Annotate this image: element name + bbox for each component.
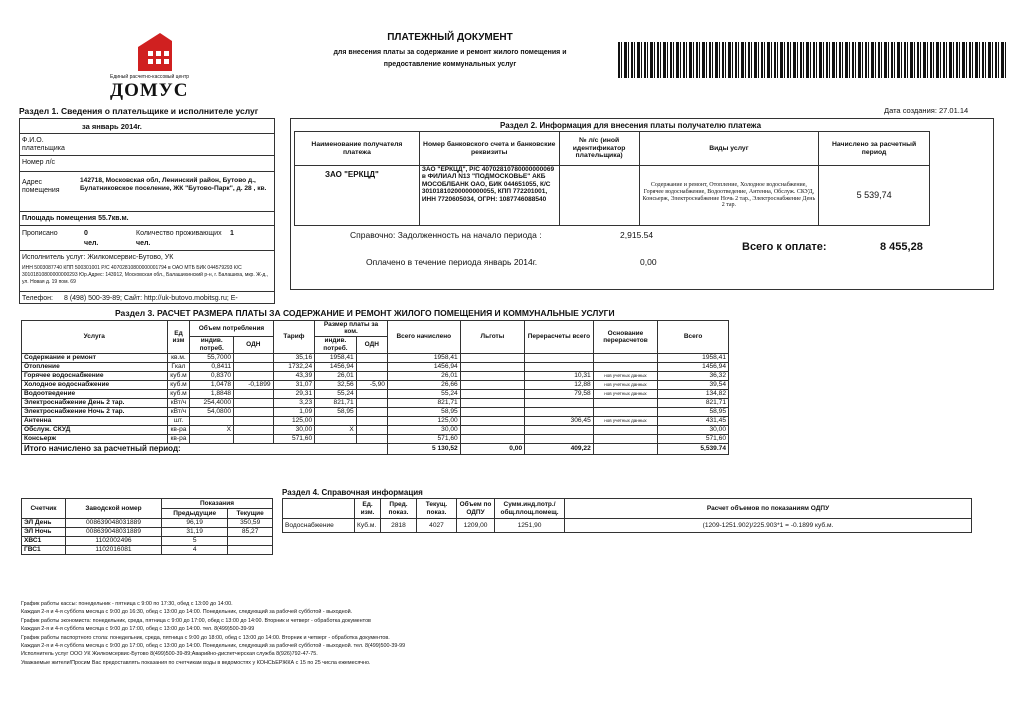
barcode [618,42,1008,78]
footer-line: График работы паспортного стола: понедельник, среда, пятница с 9:00 до 18:00, обед с 13:00 до 14:00. Вторник и четверг - обработка документов. [21,634,390,641]
col-charged: Начислено за расчетный период [819,132,930,166]
subtitle-line1: для внесения платы за содержание и ремонт жилого помещения и [333,49,567,56]
meter-curr: 350,59 [228,519,273,528]
meter-prev: 5 [162,537,228,546]
section1-box [19,118,275,304]
cell-basis: нов учетных данных [593,371,657,380]
total-value: 8 455,28 [880,241,923,253]
cell-ind: 26,01 [315,371,357,380]
cell-service: Содержание и ремонт [22,353,168,362]
cell-ind [315,416,357,425]
cell-recalc [525,434,594,443]
h-readings: Показания [162,499,273,509]
cell-service: Отопление [22,362,168,371]
cell-vol: 254,4000 [190,398,234,407]
cell-recalc: 12,88 [525,380,594,389]
footer-line: Каждая 2-я и 4-я суббота месяца с 9:00 до 17:00, обед с 13:00 до 14:00. Понедельник, следующий за рабочей субботой - выходной. тел. 8(499)500-39-99 [21,642,406,649]
cell-charged: 26,66 [387,380,460,389]
section2-title: Раздел 2. Информация для внесения платы получателю платежа [500,121,762,130]
cell-ind: 821,71 [315,398,357,407]
cell-benefit [460,389,524,398]
cell-benefit [460,416,524,425]
meter-serial: 008639048031889 [66,519,162,528]
living-unit: чел. [136,240,151,247]
cell-charged: 58,95 [387,407,460,416]
meter-name: ХВС1 [22,537,66,546]
cell-unit: куб.м [167,380,190,389]
executor-label: Исполнитель услуг: Жилкомсервис-Бутово, УК [22,254,174,261]
cell-unit: кв-ра [167,425,190,434]
meter-prev: 4 [162,546,228,555]
cell-ind [315,434,357,443]
meter-prev: 96,19 [162,519,228,528]
period: за январь 2014г. [82,122,142,131]
section4-title: Раздел 4. Справочная информация [282,488,423,497]
cell-ind: 1958,41 [315,353,357,362]
phone-label: Телефон: [22,295,53,302]
cell-recalc [525,425,594,434]
cell-unit: кв.м. [167,353,190,362]
service-row [22,434,729,443]
s4-volume: 1209,00 [457,519,495,533]
s4-prev: 2818 [381,519,417,533]
s4-service: Водоснабжение [283,519,355,533]
cell-service: Обслуж. СКУД [22,425,168,434]
document-title: ПЛАТЕЖНЫЙ ДОКУМЕНТ [387,32,513,43]
cell-ind: 55,24 [315,389,357,398]
charged-value: 5 539,74 [819,166,930,226]
creation-date: Дата создания: 27.01.14 [884,106,969,115]
cell-service: Горячее водоснабжение [22,371,168,380]
meter-serial: 008639048031889 [66,528,162,537]
cell-tariff: 31,07 [273,380,315,389]
cell-total: 431,45 [658,416,729,425]
cell-recalc [525,407,594,416]
cell-benefit [460,371,524,380]
cell-recalc [525,398,594,407]
meter-row [22,528,273,537]
cell-tariff: 3,23 [273,398,315,407]
paid-label: Оплачено в течение периода январь 2014г. [366,257,538,267]
cell-ind: 32,56 [315,380,357,389]
cell-odn [234,371,274,380]
cell-tariff: 1,09 [273,407,315,416]
living-label: Количество проживающих [136,230,222,237]
s3-total-charged: 5 130,52 [387,443,460,454]
cell-total: 30,00 [658,425,729,434]
cell-total: 36,32 [658,371,729,380]
cell-charged: 821,71 [387,398,460,407]
meters-table [21,498,273,555]
meter-curr [228,537,273,546]
account-cell [559,166,639,226]
meter-curr [228,546,273,555]
cell-benefit [460,407,524,416]
meter-name: ГВС1 [22,546,66,555]
registered-label: Прописано [22,230,58,237]
h-amount: Размер платы за ком. [315,321,388,337]
cell-vol [190,416,234,425]
services-list: Содержание и ремонт, Отопление, Холодное водоснабжение, Горячее водоснабжение, Водоотведение, Антенна, Обслуж. СКУД, Консьерж, Электроснабжение Ночь 2 тар., Электроснабжение День 2 тар. [639,166,819,226]
cell-charged: 571,60 [387,434,460,443]
meter-curr: 85,27 [228,528,273,537]
s4-calc: (1209-1251.902)/225.903*1 = -0.1899 куб.м. [565,519,972,533]
h-unit: Ед изм [167,321,190,354]
meter-serial: 1102002496 [66,537,162,546]
cell-odn [234,416,274,425]
cell-basis: нов учетных данных [593,380,657,389]
cell-service: Холодное водоснабжение [22,380,168,389]
paid-value: 0,00 [640,257,657,267]
cell-ind: 58,95 [315,407,357,416]
bank-details: ЗАО "ЕРКЦД", Р/С 40702810780000000069 в ФИЛИАЛ N13 "ПОДМОСКОВЬЕ" АКБ МОСОБЛБАНК ОАО, БИК 044651055, К/С 30101810200000000055, КПП 772201001, ИНН 7720605034, ОГРН: 1087746088540 [419,166,559,226]
h-serial: Заводской номер [66,499,162,519]
meter-row [22,537,273,546]
h-indiv2: индив. потреб. [315,336,357,353]
cell-odn2 [356,371,387,380]
cell-vol: 1,8848 [190,389,234,398]
cell-odn2 [356,389,387,398]
cell-recalc: 306,45 [525,416,594,425]
cell-tariff: 571,60 [273,434,315,443]
s4-h-sum: Сумм.инд.потр./ общ.площ.помещ. [495,499,565,519]
h-curr: Текущие [228,509,273,519]
cell-odn2 [356,398,387,407]
cell-ind: 1456,94 [315,362,357,371]
address-label: Адрес помещения [22,179,60,195]
meter-prev: 31,19 [162,528,228,537]
cell-charged: 55,24 [387,389,460,398]
cell-odn [234,389,274,398]
footer-line: Каждая 2-я и 4-я суббота месяца с 9:00 до 17:00, обед с 13:00 до 14:00. тел. 8(499)500-39-99 [21,626,255,633]
cell-basis [593,398,657,407]
cell-odn2 [356,416,387,425]
cell-recalc: 10,31 [525,371,594,380]
h-tariff: Тариф [273,321,315,354]
section2-table [294,131,930,226]
cell-service: Электроснабжение День 2 тар. [22,398,168,407]
cell-tariff: 30,00 [273,425,315,434]
footer-line: Каждая 2-я и 4-я суббота месяца с 9:00 до 16:30, обед с 13:00 до 14:00. Понедельник, следующий за рабочей субботой - выходной. [21,609,353,616]
living-value: 1 [230,230,234,237]
cell-total: 1958,41 [658,353,729,362]
meter-row [22,519,273,528]
h-indiv: индив. потреб. [190,336,234,353]
footer-line: График работы экономиста: понедельник, среда, пятница с 9:00 до 17:00, обед с 13:00 до 14:00. Вторник и четверг - обработка документов [21,617,371,624]
cell-odn2 [356,362,387,371]
subtitle-line2: предоставление коммунальных услуг [383,61,517,68]
cell-charged: 26,01 [387,371,460,380]
col-recipient: Наименование получателя платежа [295,132,420,166]
s4-sum: 1251,90 [495,519,565,533]
cell-charged: 1456,94 [387,362,460,371]
service-row [22,371,729,380]
cell-total: 58,95 [658,407,729,416]
cell-charged: 30,00 [387,425,460,434]
cell-unit: куб.м [167,389,190,398]
cell-total: 571,60 [658,434,729,443]
meter-name: ЭЛ Ночь [22,528,66,537]
meter-row [22,546,273,555]
h-total: Всего [658,321,729,354]
s4-unit: Куб.м. [355,519,381,533]
cell-charged: 125,00 [387,416,460,425]
cell-ind: X [315,425,357,434]
logo-name: ДОМУС [110,80,189,101]
h-odn: ОДН [234,336,274,353]
account-label: Номер л/с [22,159,56,166]
logo-caption: Единый расчетно-кассовый центр [110,74,190,80]
cell-odn2 [356,434,387,443]
cell-recalc [525,353,594,362]
cell-total: 1456,94 [658,362,729,371]
section3-table [21,320,729,455]
section1-title: Раздел 1. Сведения о плательщике и исполнителе услуг [19,106,259,116]
cell-basis [593,407,657,416]
registered-unit: чел. [84,240,99,247]
cell-total: 821,71 [658,398,729,407]
cell-tariff: 43,39 [273,371,315,380]
s4-curr: 4027 [417,519,457,533]
h-benefits: Льготы [460,321,524,354]
domus-logo-icon [138,33,172,71]
cell-total: 39,54 [658,380,729,389]
meter-serial: 1102016081 [66,546,162,555]
recipient-name: ЗАО "ЕРКЦД" [295,166,420,226]
service-row [22,425,729,434]
footer-line: График работы кассы: понедельник - пятница с 9:00 по 17:30, обед с 13:00 до 14:00. [21,601,233,607]
col-bank: Номер банковского счета и банковские реквизиты [419,132,559,166]
address-value: 142718, Московская обл, Ленинский район, Бутово д., Булатниковское поселение, ЖК "Бутово-Парк", д. 28 , кв. [80,177,267,192]
cell-odn [234,425,274,434]
cell-tariff: 125,00 [273,416,315,425]
s4-h-volume: Объем по ОДПУ [457,499,495,519]
cell-benefit [460,362,524,371]
section4-table [282,498,972,533]
h-odn2: ОДН [356,336,387,353]
s4-h-prev: Пред. показ. [381,499,417,519]
cell-odn [234,398,274,407]
col-account: № л/с (иной идентификатор плательщика) [559,132,639,166]
h-service: Услуга [22,321,168,354]
cell-benefit [460,398,524,407]
cell-vol [190,434,234,443]
h-total-charged: Всего начислено [387,321,460,354]
cell-odn: -0,1899 [234,380,274,389]
service-row [22,389,729,398]
cell-service: Водоотведение [22,389,168,398]
debt-value: 2,915.54 [620,230,654,240]
s3-total-recalc: 409,22 [525,443,594,454]
s3-total-all: 5,539.74 [658,443,729,454]
registered-value: 0 [84,230,88,237]
cell-odn2 [356,425,387,434]
cell-benefit [460,425,524,434]
cell-basis [593,353,657,362]
fio-label: Ф.И.О. плательщика [22,137,65,153]
cell-tariff: 29,31 [273,389,315,398]
cell-basis [593,425,657,434]
cell-total: 134,82 [658,389,729,398]
cell-benefit [460,434,524,443]
area-label: Площадь помещения 55.7кв.м. [22,215,129,222]
h-basis: Основание перерасчетов [593,321,657,354]
cell-basis: нов учетных данных [593,416,657,425]
service-row [22,416,729,425]
cell-vol: 55,7000 [190,353,234,362]
cell-odn2 [356,353,387,362]
debt-label: Справочно: Задолженность на начало периода : [350,230,542,240]
cell-odn [234,407,274,416]
s4-h-curr: Текущ. показ. [417,499,457,519]
cell-service: Консьерж [22,434,168,443]
total-label: Всего к оплате: [742,241,827,253]
service-row [22,380,729,389]
cell-unit: шт. [167,416,190,425]
cell-unit: Гкал [167,362,190,371]
cell-basis [593,362,657,371]
cell-unit: кВт/ч [167,407,190,416]
meter-name: ЭЛ День [22,519,66,528]
cell-recalc [525,362,594,371]
service-row [22,407,729,416]
footer-notes [21,600,721,667]
cell-odn2: -5,90 [356,380,387,389]
cell-service: Антенна [22,416,168,425]
h-meter: Счетчик [22,499,66,519]
cell-vol: 0,8370 [190,371,234,380]
s3-total-benefits: 0,00 [460,443,524,454]
cell-service: Электроснабжение Ночь 2 тар. [22,407,168,416]
cell-unit: куб.м [167,371,190,380]
cell-odn2 [356,407,387,416]
service-row [22,353,729,362]
executor-details: ИНН 5003087740 КПП 500301001 Р/С 40702810800000001794 в ОАО МТБ БИК 044579293 К/С 30101810800000000293 Юр.Адрес: 143912, Московская обл., Балашихинский р-н, г. Балашиха, мкр. Ж-д., ул. Новая д. 19 пом. 69 [22,265,269,285]
footer-line: Исполнитель услуг ООО УК Жилкомсервис-Бутово 8(499)500-39-89;Аварийно-диспетчерская служба 8(926)792-47-75. [21,651,318,658]
s3-total-label: Итого начислено за расчетный период: [22,443,388,454]
cell-recalc: 79,58 [525,389,594,398]
cell-unit: кв-ра [167,434,190,443]
phone-value: 8 (498) 500-39-89; Сайт: http://uk-butovo.mobitsg.ru; E- [64,295,238,302]
cell-odn [234,362,274,371]
service-row [22,398,729,407]
cell-tariff: 1732,24 [273,362,315,371]
h-volume: Объем потребления [190,321,273,337]
cell-benefit [460,380,524,389]
h-recalc: Перерасчеты всего [525,321,594,354]
cell-basis [593,434,657,443]
cell-vol: 1,0478 [190,380,234,389]
s4-h-calc: Расчет объемов по показаниям ОДПУ [565,499,972,519]
section3-title: Раздел 3. РАСЧЕТ РАЗМЕРА ПЛАТЫ ЗА СОДЕРЖАНИЕ И РЕМОНТ ЖИЛОГО ПОМЕЩЕНИЯ И КОММУНАЛЬНЫЕ УСЛУГИ [115,308,615,318]
cell-vol: X [190,425,234,434]
cell-tariff: 35,16 [273,353,315,362]
cell-benefit [460,353,524,362]
cell-odn [234,434,274,443]
cell-vol: 0,8411 [190,362,234,371]
service-row [22,362,729,371]
cell-basis: нов учетных данных [593,389,657,398]
col-services: Виды услуг [639,132,819,166]
s4-h-unit: Ед. изм. [355,499,381,519]
h-prev: Предыдущие [162,509,228,519]
cell-charged: 1958,41 [387,353,460,362]
cell-odn [234,353,274,362]
footer-line: Уважаемые жители!Просим Вас предоставлять показания по счетчикам воды в ведомостях у КОНСЬЕРЖКА с 15 по 25 числа ежемесячно. [21,659,371,666]
cell-vol: 54,0800 [190,407,234,416]
cell-unit: кВт/ч [167,398,190,407]
